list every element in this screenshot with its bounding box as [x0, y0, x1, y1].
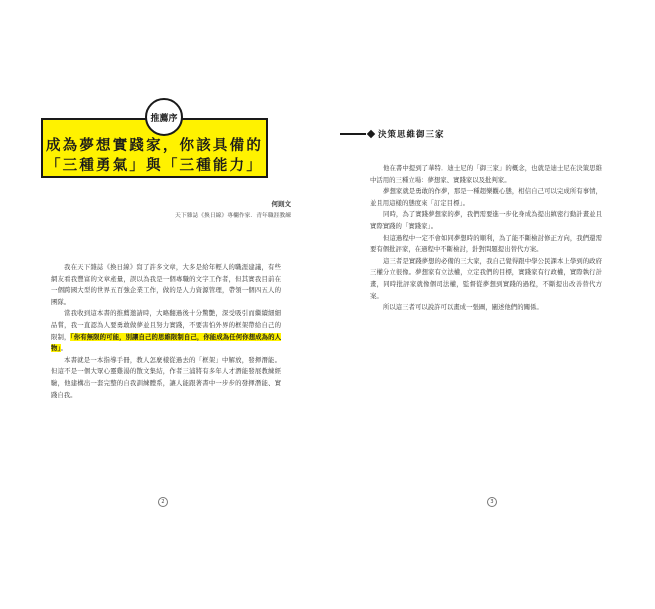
- right-body-text: [370, 163, 602, 314]
- author-description: 天下雜誌《換日線》專欄作家．青年職涯教練: [175, 213, 291, 219]
- paragraph-4: 但這過程中一定不會如同夢想時的順利，為了能不斷檢討修正方向，我們還需要有個批評家，在過程中不斷檢討，針對問題提出替代方案。: [370, 233, 602, 254]
- paragraph-1: 他在書中提到了華特．迪士尼的「御三家」的概念，也就是迪士尼在決策思維中活用的三種立場：夢想家、實踐家以及批判家。: [370, 164, 602, 184]
- section-title: 決策思維御三家: [378, 130, 445, 140]
- paragraph-2: 夢想家就是勇敢的作夢，那是一種超樂觀心態，相信自己可以完成所有事情，並且用這樣的態度來「訂定目標」。: [370, 187, 602, 207]
- title-line-2: 「三種勇氣」與「三種能力」: [45, 158, 264, 174]
- left-body-text: [51, 262, 281, 401]
- right-page: [328, 0, 655, 609]
- paragraph-1: [51, 262, 281, 308]
- highlighted-quote: 「你有無限的可能，別讓自己的思維限制自己，你能成為任何你想成為的人物」: [51, 332, 281, 353]
- author-name: 何則文: [271, 200, 291, 208]
- diamond-icon: [367, 130, 375, 138]
- paragraph-text: 本書就是一本指導手冊，教人怎麼樣從過去的「框架」中解放，發揮潛能。但這不是一個大眾心靈雞湯的散文集結，作者三浦將有多年人才潛能發展教練經驗，他建構出一套完整的自我訓練體系，讓人能跟著書中一步步的發揮潛能、實踐自我。: [51, 355, 281, 399]
- paragraph-6: 所以這三者可以說許可以畫成一張圖，闡述他們的關係。: [383, 303, 543, 312]
- paragraph-5: 這三者是實踐夢想的必備的三大家，我自己覺得跟中學公民課本上學到的政府三權分立很像。夢想家有立法權，立定我們的目標，實踐家有行政權，實際執行計畫，同時批評家就像個司法權，監督從夢想到實踐的過程，不斷提出改善替代方案。: [370, 256, 602, 300]
- recommendation-badge: 推薦序: [145, 98, 183, 136]
- paragraph-text: 當我收到這本書的推薦邀請時，大略翻過後十分驚艷，深受吸引而繼續細細品嘗，我一直認為人要勇敢做夢並且努力實踐，不要害怕外界的框架帶給自己的限制，: [51, 309, 281, 341]
- paragraph-3: 同時，為了實踐夢想家的夢，我們需要進一步化身成為提出縝密行動計畫並且實際實踐的「實踐家」。: [370, 210, 602, 230]
- heading-rule: [340, 133, 366, 135]
- left-page: [0, 0, 327, 609]
- paragraph-2: [51, 308, 281, 354]
- paragraph-text: 。: [60, 344, 67, 353]
- paragraph-text: 我在天下雜誌《換日線》寫了許多文章，大多是給年輕人的職涯建議，有些網友看我豐富的文章產量，誤以為我是一個專職的文字工作者，但其實我目前在一個跨國大型的世界五百強企業工作，做的是人力資源管理，帶領一個四五人的團隊。: [51, 263, 281, 306]
- page-number-right: 3: [487, 497, 497, 507]
- title-line-1: 成為夢想實踐家，你該具備的: [45, 138, 264, 154]
- paragraph-3: [51, 355, 281, 401]
- section-heading: [340, 128, 445, 140]
- page-number-left: 2: [158, 497, 168, 507]
